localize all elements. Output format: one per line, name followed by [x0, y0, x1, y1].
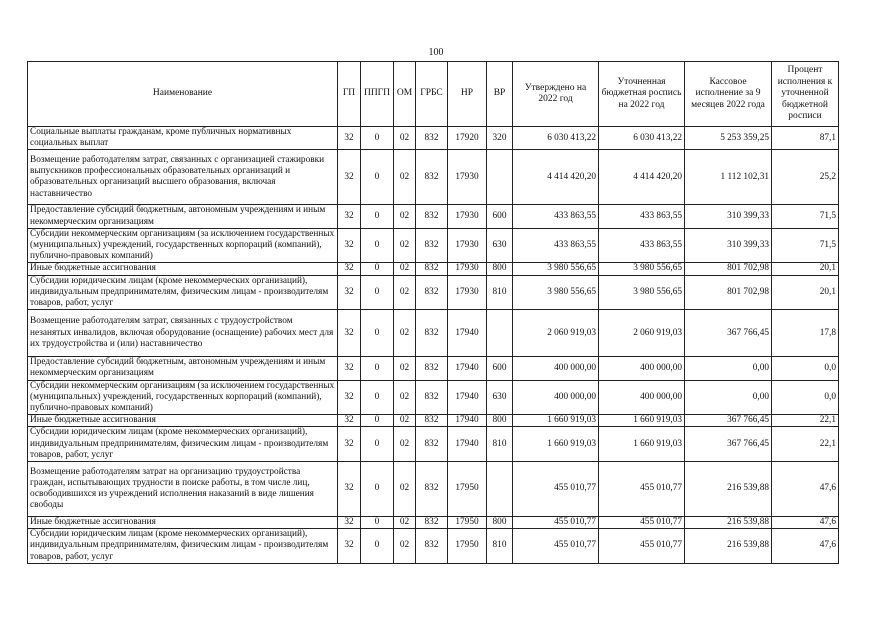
row-approved: 455 010,77	[513, 517, 599, 529]
table-row	[28, 275, 839, 310]
row-nr: 17940	[448, 310, 487, 357]
row-nr: 17940	[448, 427, 487, 462]
row-nr: 17930	[448, 263, 487, 275]
row-vr: 810	[487, 529, 513, 564]
row-gp: 32	[338, 228, 361, 263]
table-row	[28, 357, 839, 380]
row-ppgp: 0	[361, 310, 394, 357]
row-ppgp: 0	[361, 275, 394, 310]
row-gp: 32	[338, 517, 361, 529]
row-gp: 32	[338, 357, 361, 380]
row-refined: 1 660 919,03	[599, 415, 685, 427]
row-om: 02	[394, 275, 416, 310]
row-om: 02	[394, 517, 416, 529]
row-cash: 801 702,98	[685, 263, 772, 275]
row-gp: 32	[338, 127, 361, 150]
row-name: Субсидии некоммерческим организациям (за исключением государственных (муниципальных) учреждений, государственных корпораций (компаний), публично-правовых компаний)	[28, 228, 338, 263]
header-vr: ВР	[487, 62, 513, 127]
table-row	[28, 228, 839, 263]
row-ppgp: 0	[361, 415, 394, 427]
row-nr: 17950	[448, 517, 487, 529]
row-grbs: 832	[416, 462, 448, 517]
row-percent: 71,5	[772, 205, 839, 228]
row-grbs: 832	[416, 427, 448, 462]
row-refined: 3 980 556,65	[599, 263, 685, 275]
row-om: 02	[394, 127, 416, 150]
row-om: 02	[394, 427, 416, 462]
row-cash: 216 539,88	[685, 517, 772, 529]
row-nr: 17930	[448, 275, 487, 310]
row-approved: 455 010,77	[513, 529, 599, 564]
row-grbs: 832	[416, 415, 448, 427]
row-vr: 630	[487, 228, 513, 263]
row-grbs: 832	[416, 517, 448, 529]
row-refined: 433 863,55	[599, 205, 685, 228]
header-refined: Уточненная бюджетная роспись на 2022 год	[599, 62, 685, 127]
row-om: 02	[394, 357, 416, 380]
row-ppgp: 0	[361, 205, 394, 228]
header-nr: НР	[448, 62, 487, 127]
row-gp: 32	[338, 275, 361, 310]
row-cash: 367 766,45	[685, 415, 772, 427]
row-nr: 17920	[448, 127, 487, 150]
table-row	[28, 310, 839, 357]
header-om: ОМ	[394, 62, 416, 127]
row-grbs: 832	[416, 205, 448, 228]
row-percent: 22,1	[772, 415, 839, 427]
row-grbs: 832	[416, 275, 448, 310]
row-gp: 32	[338, 310, 361, 357]
row-percent: 0,0	[772, 357, 839, 380]
row-cash: 367 766,45	[685, 310, 772, 357]
row-gp: 32	[338, 205, 361, 228]
row-ppgp: 0	[361, 228, 394, 263]
row-refined: 2 060 919,03	[599, 310, 685, 357]
row-gp: 32	[338, 263, 361, 275]
budget-execution-table	[27, 61, 839, 564]
row-percent: 0,0	[772, 380, 839, 415]
row-nr: 17930	[448, 228, 487, 263]
row-refined: 6 030 413,22	[599, 127, 685, 150]
row-grbs: 832	[416, 310, 448, 357]
row-ppgp: 0	[361, 357, 394, 380]
header-ppgp: ППГП	[361, 62, 394, 127]
row-vr: 800	[487, 415, 513, 427]
row-name: Возмещение работодателям затрат на организацию трудоустройства граждан, испытывающих трудности в поиске работы, в том числе лиц, освободившихся из учреждений исполнения наказаний в виде лишения свободы	[28, 462, 338, 517]
row-cash: 367 766,45	[685, 427, 772, 462]
row-name: Субсидии юридическим лицам (кроме некоммерческих организаций), индивидуальным предпринимателям, физическим лицам - производителям товаров, работ, услуг	[28, 529, 338, 564]
row-vr: 600	[487, 205, 513, 228]
row-percent: 17,8	[772, 310, 839, 357]
table-row	[28, 205, 839, 228]
row-nr: 17940	[448, 380, 487, 415]
row-percent: 47,6	[772, 462, 839, 517]
row-ppgp: 0	[361, 127, 394, 150]
row-cash: 0,00	[685, 357, 772, 380]
row-ppgp: 0	[361, 150, 394, 205]
header-approved: Утверждено на 2022 год	[513, 62, 599, 127]
row-name: Субсидии юридическим лицам (кроме некоммерческих организаций), индивидуальным предпринимателям, физическим лицам - производителям товаров, работ, услуг	[28, 275, 338, 310]
row-vr: 810	[487, 427, 513, 462]
row-vr: 630	[487, 380, 513, 415]
row-approved: 4 414 420,20	[513, 150, 599, 205]
row-refined: 455 010,77	[599, 462, 685, 517]
row-vr	[487, 462, 513, 517]
table-row	[28, 127, 839, 150]
header-cash: Кассовое исполнение за 9 месяцев 2022 года	[685, 62, 772, 127]
row-om: 02	[394, 205, 416, 228]
row-nr: 17940	[448, 357, 487, 380]
row-om: 02	[394, 228, 416, 263]
header-name: Наименование	[28, 62, 338, 127]
row-refined: 400 000,00	[599, 357, 685, 380]
row-gp: 32	[338, 380, 361, 415]
row-approved: 3 980 556,65	[513, 263, 599, 275]
row-name: Иные бюджетные ассигнования	[28, 263, 338, 275]
row-approved: 433 863,55	[513, 205, 599, 228]
row-refined: 4 414 420,20	[599, 150, 685, 205]
row-name: Субсидии некоммерческим организациям (за исключением государственных (муниципальных) учреждений, государственных корпораций (компаний), публично-правовых компаний)	[28, 380, 338, 415]
row-vr: 600	[487, 357, 513, 380]
table-header-row	[28, 62, 839, 127]
row-percent: 47,6	[772, 517, 839, 529]
table-row	[28, 150, 839, 205]
row-cash: 216 539,88	[685, 462, 772, 517]
table-row	[28, 380, 839, 415]
row-vr: 800	[487, 263, 513, 275]
row-om: 02	[394, 310, 416, 357]
row-ppgp: 0	[361, 263, 394, 275]
row-percent: 71,5	[772, 228, 839, 263]
row-grbs: 832	[416, 150, 448, 205]
row-vr	[487, 310, 513, 357]
row-cash: 310 399,33	[685, 228, 772, 263]
row-grbs: 832	[416, 529, 448, 564]
row-approved: 455 010,77	[513, 462, 599, 517]
table-row	[28, 517, 839, 529]
row-percent: 22,1	[772, 427, 839, 462]
table-row	[28, 415, 839, 427]
row-vr: 810	[487, 275, 513, 310]
row-percent: 20,1	[772, 263, 839, 275]
row-grbs: 832	[416, 127, 448, 150]
row-ppgp: 0	[361, 427, 394, 462]
row-cash: 1 112 102,31	[685, 150, 772, 205]
row-cash: 310 399,33	[685, 205, 772, 228]
row-name: Иные бюджетные ассигнования	[28, 415, 338, 427]
row-name: Возмещение работодателям затрат, связанных с организацией стажировки выпускников профессиональных образовательных организаций и образовательных организаций высшего образования, включая наставничество	[28, 150, 338, 205]
row-om: 02	[394, 150, 416, 205]
row-refined: 455 010,77	[599, 529, 685, 564]
table-row	[28, 462, 839, 517]
row-gp: 32	[338, 427, 361, 462]
row-gp: 32	[338, 529, 361, 564]
row-nr: 17930	[448, 150, 487, 205]
row-percent: 20,1	[772, 275, 839, 310]
row-om: 02	[394, 380, 416, 415]
row-nr: 17930	[448, 205, 487, 228]
row-name: Иные бюджетные ассигнования	[28, 517, 338, 529]
page-number: 100	[428, 47, 444, 58]
row-name: Субсидии юридическим лицам (кроме некоммерческих организаций), индивидуальным предпринимателям, физическим лицам - производителям товаров, работ, услуг	[28, 427, 338, 462]
row-grbs: 832	[416, 357, 448, 380]
header-gp: ГП	[338, 62, 361, 127]
table-row	[28, 263, 839, 275]
row-gp: 32	[338, 415, 361, 427]
row-refined: 3 980 556,65	[599, 275, 685, 310]
row-ppgp: 0	[361, 529, 394, 564]
row-om: 02	[394, 415, 416, 427]
row-approved: 6 030 413,22	[513, 127, 599, 150]
row-cash: 0,00	[685, 380, 772, 415]
row-gp: 32	[338, 150, 361, 205]
row-refined: 433 863,55	[599, 228, 685, 263]
row-refined: 400 000,00	[599, 380, 685, 415]
row-grbs: 832	[416, 228, 448, 263]
row-name: Возмещение работодателям затрат, связанных с трудоустройством незанятых инвалидов, включая оборудование (оснащение) рабочих мест для их трудоустройства и (или) наставничество	[28, 310, 338, 357]
header-percent: Процент исполнения к уточненной бюджетной росписи	[772, 62, 839, 127]
row-grbs: 832	[416, 263, 448, 275]
table-row	[28, 427, 839, 462]
row-ppgp: 0	[361, 380, 394, 415]
row-name: Предоставление субсидий бюджетным, автономным учреждениям и иным некоммерческим организациям	[28, 205, 338, 228]
row-name: Предоставление субсидий бюджетным, автономным учреждениям и иным некоммерческим организациям	[28, 357, 338, 380]
row-refined: 1 660 919,03	[599, 427, 685, 462]
row-approved: 400 000,00	[513, 380, 599, 415]
row-nr: 17950	[448, 462, 487, 517]
row-vr: 320	[487, 127, 513, 150]
row-vr	[487, 150, 513, 205]
row-percent: 47,6	[772, 529, 839, 564]
row-cash: 216 539,88	[685, 529, 772, 564]
row-om: 02	[394, 529, 416, 564]
row-percent: 87,1	[772, 127, 839, 150]
row-gp: 32	[338, 462, 361, 517]
row-approved: 1 660 919,03	[513, 415, 599, 427]
row-name: Социальные выплаты гражданам, кроме публичных нормативных социальных выплат	[28, 127, 338, 150]
row-nr: 17940	[448, 415, 487, 427]
row-approved: 433 863,55	[513, 228, 599, 263]
row-ppgp: 0	[361, 462, 394, 517]
row-approved: 3 980 556,65	[513, 275, 599, 310]
row-approved: 1 660 919,03	[513, 427, 599, 462]
row-approved: 400 000,00	[513, 357, 599, 380]
row-ppgp: 0	[361, 517, 394, 529]
row-refined: 455 010,77	[599, 517, 685, 529]
row-cash: 5 253 359,25	[685, 127, 772, 150]
row-cash: 801 702,98	[685, 275, 772, 310]
row-om: 02	[394, 462, 416, 517]
row-vr: 800	[487, 517, 513, 529]
header-grbs: ГРБС	[416, 62, 448, 127]
row-om: 02	[394, 263, 416, 275]
row-percent: 25,2	[772, 150, 839, 205]
row-approved: 2 060 919,03	[513, 310, 599, 357]
row-grbs: 832	[416, 380, 448, 415]
table-row	[28, 529, 839, 564]
row-nr: 17950	[448, 529, 487, 564]
